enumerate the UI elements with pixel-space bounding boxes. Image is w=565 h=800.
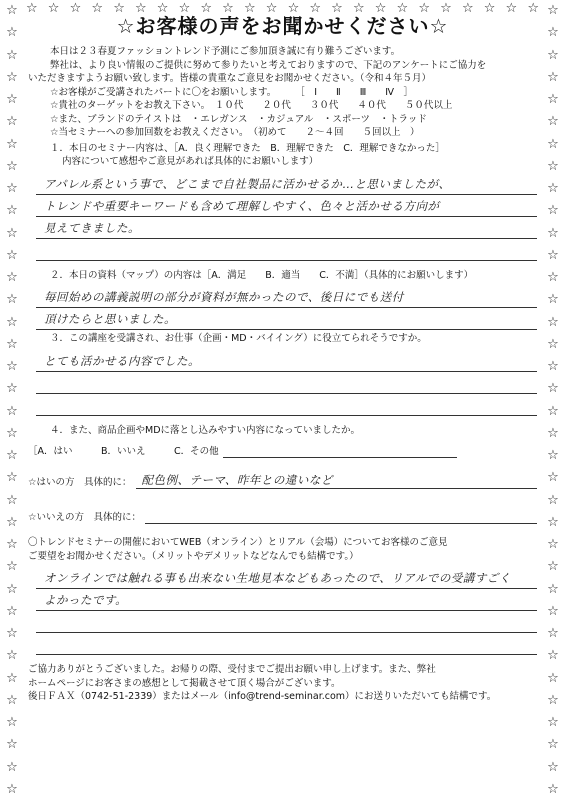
star-icon: ☆ <box>6 292 18 308</box>
q4-yes-row <box>28 472 537 489</box>
star-icon: ☆ <box>69 1 82 16</box>
star-icon: ☆ <box>547 225 559 241</box>
profile-section <box>28 86 537 140</box>
star-icon: ☆ <box>6 25 18 41</box>
star-icon: ☆ <box>6 715 18 730</box>
handwritten-answer: 見えてきました。 <box>44 220 140 235</box>
star-icon: ☆ <box>547 715 559 730</box>
intro-line: いただきますようお願い致します。皆様の貴重なご意見をお聞かせください。（令和４年５月） <box>28 73 431 84</box>
star-icon: ☆ <box>547 626 559 641</box>
count-question[interactable]: ☆当セミナーへの参加回数をお教えください。 （初めて ２～４回 ５回以上 ） <box>50 127 420 138</box>
q4-no-row <box>28 507 537 524</box>
star-icon: ☆ <box>6 114 18 130</box>
star-icon: ☆ <box>483 1 496 16</box>
star-icon: ☆ <box>547 514 559 530</box>
answer-line[interactable] <box>36 394 537 416</box>
star-icon: ☆ <box>178 1 191 16</box>
q5-answer-area[interactable] <box>36 567 537 655</box>
star-icon: ☆ <box>6 692 18 708</box>
star-icon: ☆ <box>6 158 18 174</box>
star-icon: ☆ <box>547 448 559 463</box>
star-icon: ☆ <box>547 759 559 775</box>
handwritten-answer: オンラインでは触れる事も出来ない生地見本などもあったので、リアルでの受講すごく <box>44 571 511 585</box>
yes-label: ☆はいの方 具体的に： <box>28 476 132 488</box>
footer-line: ホームページにお客さまの感想として掲載させて頂く場合がございます。 <box>28 677 341 689</box>
star-border-right <box>543 4 563 796</box>
star-icon: ☆ <box>6 403 18 419</box>
star-icon: ☆ <box>156 1 169 16</box>
intro-text <box>28 45 537 86</box>
star-icon: ☆ <box>547 181 559 196</box>
star-icon: ☆ <box>309 1 322 16</box>
q1-sub: 内容について感想やご意見があれば具体的にお願いします） <box>62 156 319 167</box>
star-icon: ☆ <box>547 114 559 130</box>
question-1 <box>28 142 537 261</box>
star-icon: ☆ <box>6 781 18 797</box>
answer-line[interactable] <box>36 173 537 195</box>
star-icon: ☆ <box>6 136 18 152</box>
taste-question[interactable]: ☆また、ブランドのテイストは ・エレガンス ・カジュアル ・スポーツ ・トラッド <box>50 113 427 125</box>
handwritten-answer: 毎回始めの講義説明の部分が資料が無かったので、後日にでも送付 <box>44 290 404 304</box>
star-icon: ☆ <box>6 559 18 575</box>
q2-answer-area[interactable] <box>36 286 537 330</box>
no-label: ☆いいえの方 具体的に： <box>28 511 142 523</box>
star-icon: ☆ <box>6 69 18 85</box>
star-border-left <box>2 4 22 796</box>
question-3 <box>28 332 537 416</box>
handwritten-answer: とても活かせる内容でした。 <box>44 353 200 368</box>
star-icon: ☆ <box>547 425 559 441</box>
star-icon: ☆ <box>374 1 387 16</box>
star-icon: ☆ <box>222 1 234 16</box>
star-icon: ☆ <box>6 603 18 619</box>
answer-line[interactable] <box>36 239 537 261</box>
question-4 <box>28 424 537 525</box>
question-5 <box>28 536 537 655</box>
star-icon: ☆ <box>547 737 559 753</box>
star-icon: ☆ <box>47 1 60 16</box>
target-question[interactable]: ☆貴社のターゲットをお教え下さい。 １０代 ２０代 ３０代 ４０代 ５０代以上 <box>50 100 453 111</box>
star-icon: ☆ <box>505 1 518 16</box>
q3-answer-area[interactable] <box>36 350 537 416</box>
star-icon: ☆ <box>396 1 409 16</box>
handwritten-answer: 頂けたらと思いました。 <box>44 312 176 326</box>
star-icon: ☆ <box>6 270 18 285</box>
star-icon: ☆ <box>26 1 38 16</box>
footer-contact[interactable]: 後日ＦＡＸ（0742-51-2339）またはメール（info@trend-seminar.com）にお送りいただいても結構です。 <box>28 691 497 702</box>
handwritten-answer: よかったです。 <box>44 593 128 607</box>
q5-sub: ご要望をお聞かせください。（メリットやデメリットなどなんでも結構です。） <box>28 550 359 562</box>
other-line[interactable] <box>223 441 457 458</box>
q3-text[interactable]: ３．この講座を受講され、お仕事（企画・MD・バイイング）に役立てられそうですか。 <box>50 333 427 344</box>
intro-line: 本日は２３春夏ファッショントレンド予測にご参加頂き誠に有り難うございます。 <box>50 46 401 57</box>
star-icon: ☆ <box>547 92 559 107</box>
star-icon: ☆ <box>547 537 559 552</box>
star-icon: ☆ <box>440 1 452 16</box>
star-icon: ☆ <box>547 403 559 419</box>
answer-line[interactable] <box>36 611 537 633</box>
star-icon: ☆ <box>547 648 559 664</box>
star-icon: ☆ <box>547 492 559 508</box>
star-icon: ☆ <box>547 603 559 619</box>
handwritten-answer: 配色例、テーマ、昨年との違いなど <box>141 472 333 487</box>
part-question[interactable]: ☆お客様がご受講されたパートに〇をお願いします。 ［ Ⅰ Ⅱ Ⅲ Ⅳ ］ <box>50 86 414 98</box>
star-icon: ☆ <box>547 292 559 308</box>
q4-text[interactable]: ４．また、商品企画やMDに落とし込みやすい内容になっていましたか。 <box>50 424 361 436</box>
star-icon: ☆ <box>6 470 18 486</box>
star-icon: ☆ <box>6 181 18 196</box>
star-icon: ☆ <box>547 336 559 352</box>
handwritten-answer: トレンドや重要キーワードも含めて理解しやすく、色々と活かせる方向が <box>44 198 440 213</box>
footer-line: ご協力ありがとうございました。お帰りの際、受付までご提出お願い申し上げます。また、弊社 <box>28 664 436 675</box>
question-2 <box>28 269 537 331</box>
answer-line[interactable] <box>36 286 537 308</box>
star-icon: ☆ <box>287 1 300 16</box>
intro-line: 弊社は、より良い情報のご提供に努めて参りたいと考えておりますので、下記のアンケートにご協力を <box>50 59 487 71</box>
star-icon: ☆ <box>134 1 147 16</box>
yes-answer-line[interactable] <box>136 472 537 489</box>
star-icon: ☆ <box>547 47 559 63</box>
star-icon: ☆ <box>243 1 256 16</box>
star-icon: ☆ <box>547 158 559 174</box>
star-icon: ☆ <box>6 225 18 241</box>
star-icon: ☆ <box>265 1 278 16</box>
star-icon: ☆ <box>6 626 18 641</box>
star-icon: ☆ <box>547 581 559 597</box>
star-icon: ☆ <box>547 203 559 219</box>
answer-line[interactable] <box>36 567 537 589</box>
answer-line[interactable] <box>36 589 537 611</box>
star-icon: ☆ <box>547 781 559 797</box>
star-icon: ☆ <box>6 581 18 597</box>
star-icon: ☆ <box>547 359 559 374</box>
no-answer-line[interactable] <box>145 507 537 524</box>
star-icon: ☆ <box>6 670 18 686</box>
star-icon: ☆ <box>91 1 104 16</box>
star-icon: ☆ <box>331 1 343 16</box>
star-icon: ☆ <box>6 448 18 463</box>
star-icon: ☆ <box>200 1 213 16</box>
footer <box>28 663 537 704</box>
star-icon: ☆ <box>6 492 18 508</box>
star-icon: ☆ <box>547 692 559 708</box>
star-icon: ☆ <box>6 92 18 107</box>
q4-options[interactable] <box>28 441 457 458</box>
answer-line[interactable] <box>36 308 537 330</box>
star-icon: ☆ <box>547 270 559 285</box>
star-icon: ☆ <box>6 314 18 330</box>
star-icon: ☆ <box>6 537 18 552</box>
star-icon: ☆ <box>113 1 125 16</box>
answer-line[interactable] <box>36 350 537 372</box>
star-icon: ☆ <box>547 470 559 486</box>
star-icon: ☆ <box>547 670 559 686</box>
answer-line[interactable] <box>36 195 537 217</box>
star-icon: ☆ <box>547 3 559 18</box>
handwritten-answer: アパレル系という事で、どこまで自社製品に活かせるか…と思いましたが、 <box>44 176 451 191</box>
q1-text[interactable]: １．本日のセミナー内容は、［A．良く理解できた B．理解できた C．理解できなかった］ <box>50 142 445 154</box>
star-icon: ☆ <box>461 1 474 16</box>
star-icon: ☆ <box>547 381 559 397</box>
star-icon: ☆ <box>6 514 18 530</box>
star-icon: ☆ <box>6 737 18 753</box>
q4-option-text[interactable]: ［A．はい B．いいえ C．その他 <box>28 445 219 457</box>
answer-line[interactable] <box>36 633 537 655</box>
star-icon: ☆ <box>418 1 430 16</box>
answer-line[interactable] <box>36 217 537 239</box>
star-icon: ☆ <box>527 1 539 16</box>
page-title: ☆お客様の声をお聞かせください☆ <box>116 14 449 38</box>
star-icon: ☆ <box>547 136 559 152</box>
answer-line[interactable] <box>36 372 537 394</box>
star-icon: ☆ <box>6 425 18 441</box>
star-icon: ☆ <box>547 314 559 330</box>
star-icon: ☆ <box>6 3 18 18</box>
star-icon: ☆ <box>547 247 559 263</box>
star-icon: ☆ <box>6 336 18 352</box>
star-icon: ☆ <box>6 648 18 664</box>
star-icon: ☆ <box>547 25 559 41</box>
star-icon: ☆ <box>6 759 18 775</box>
q5-text[interactable]: 〇トレンドセミナーの開催においてWEB（オンライン）とリアル（会場）についてお客様のご意見 <box>28 537 448 548</box>
star-icon: ☆ <box>6 381 18 397</box>
star-icon: ☆ <box>352 1 365 16</box>
star-icon: ☆ <box>547 69 559 85</box>
q2-text[interactable]: ２．本日の資料（マップ）の内容は［A．満足 B．適当 C．不満］（具体的にお願いします） <box>50 269 474 281</box>
star-icon: ☆ <box>6 359 18 374</box>
survey-form <box>28 8 537 794</box>
star-icon: ☆ <box>6 247 18 263</box>
star-icon: ☆ <box>547 559 559 575</box>
q1-answer-area[interactable] <box>36 173 537 261</box>
star-icon: ☆ <box>6 203 18 219</box>
star-icon: ☆ <box>6 47 18 63</box>
